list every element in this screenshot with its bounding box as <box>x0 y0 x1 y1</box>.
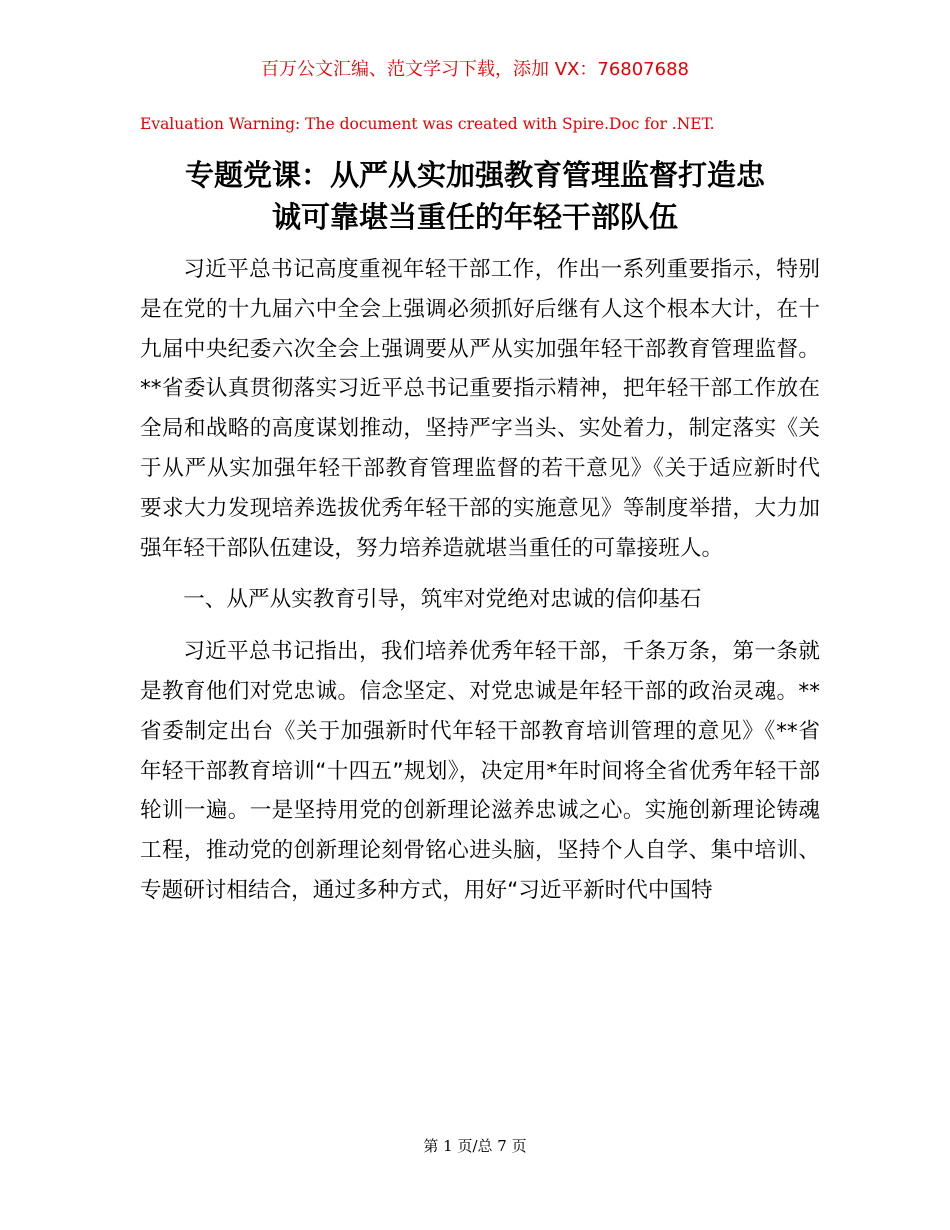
document-title-line-1: 专题党课：从严从实加强教育管理监督打造忠 <box>184 158 765 192</box>
document-title <box>120 154 830 238</box>
document-title-line-2: 诚可靠堪当重任的年轻干部队伍 <box>271 200 678 234</box>
page-number-footer: 第 1 页/总 7 页 <box>423 1137 527 1155</box>
body-paragraph-section-1: 习近平总书记指出，我们培养优秀年轻干部，千条万条，第一条就是教育他们对党忠诚。信念坚定、对党忠诚是年轻干部的政治灵魂。**省委制定出台《关于加强新时代年轻干部教育培训管理的意见》《**省年轻干部教育培训“十四五”规划》，决定用*年时间将全省优秀年轻干部轮训一遍。一是坚持用党的创新理论滋养忠诚之心。实施创新理论铸魂工程，推动党的创新理论刻骨铭心进头脑，坚持个人自学、集中培训、专题研讨相结合，通过多种方式，用好“习近平新时代中国特 <box>140 639 820 903</box>
document-body <box>140 250 820 911</box>
evaluation-warning: Evaluation Warning: The document was created with Spire.Doc for .NET. <box>140 115 715 133</box>
section-heading-1: 一、从严从实教育引导，筑牢对党绝对忠诚的信仰基石 <box>183 587 702 613</box>
header-banner: 百万公文汇编、范文学习下载，添加 VX：76807688 <box>261 59 689 80</box>
body-paragraph-intro: 习近平总书记高度重视年轻干部工作，作出一系列重要指示，特别是在党的十九届六中全会上强调必须抓好后继有人这个根本大计，在十九届中央纪委六次全会上强调要从严从实加强年轻干部教育管理监督。**省委认真贯彻落实习近平总书记重要指示精神，把年轻干部工作放在全局和战略的高度谋划推动，坚持严字当头、实处着力，制定落实《关于从严从实加强年轻干部教育管理监督的若干意见》《关于适应新时代要求大力发现培养选拔优秀年轻干部的实施意见》等制度举措，大力加强年轻干部队伍建设，努力培养造就堪当重任的可靠接班人。 <box>140 257 820 561</box>
